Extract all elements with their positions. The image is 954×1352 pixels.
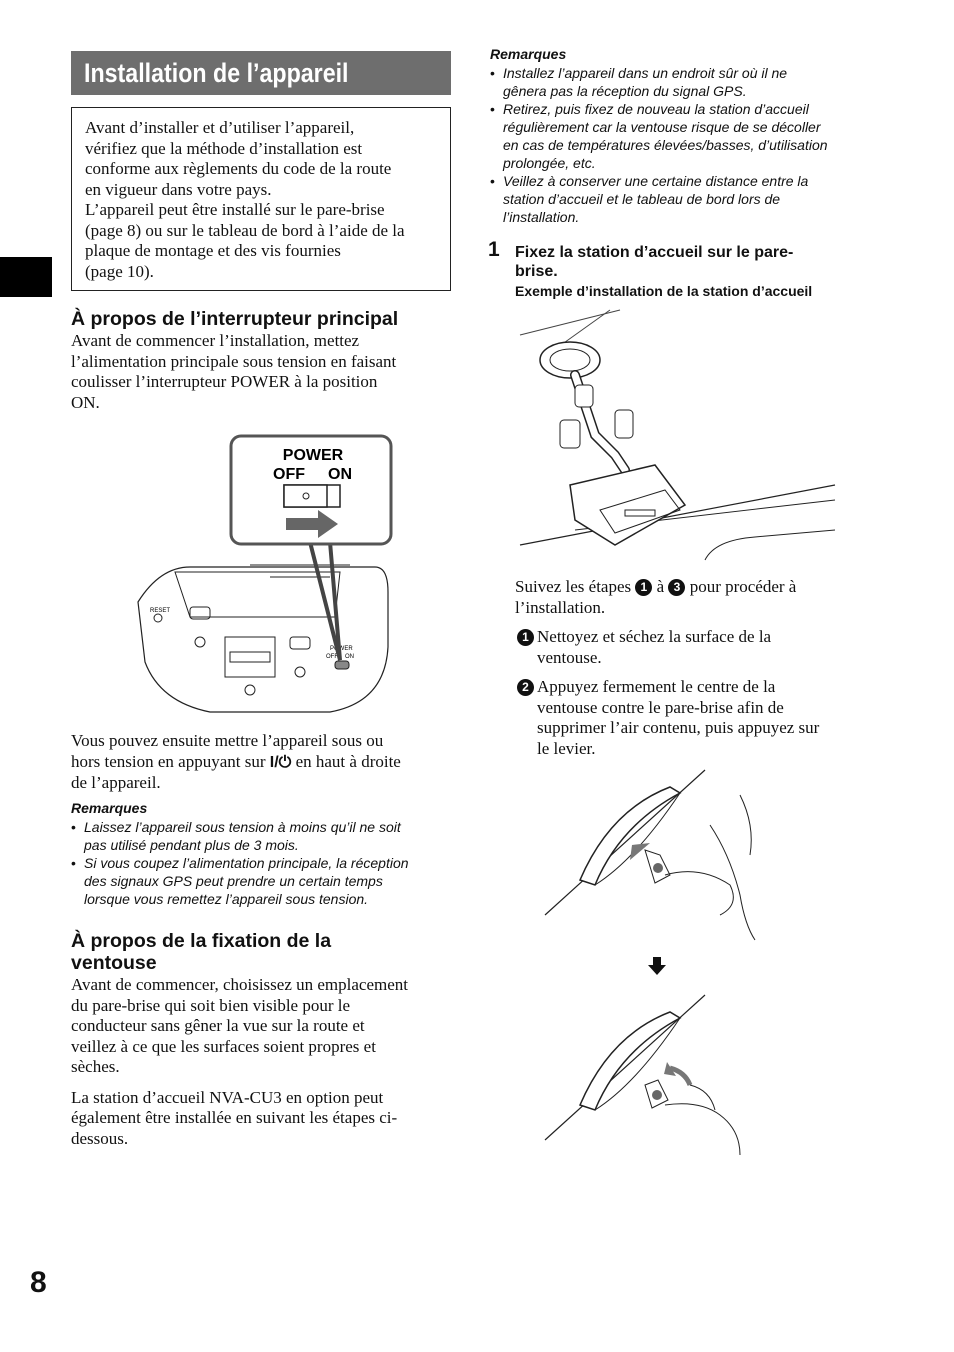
remark-line: gênera pas la réception du signal GPS. [503,83,747,99]
reset-label: RESET [150,608,171,614]
body-line: sèches. [71,1057,120,1076]
intro-line: vérifiez que la méthode d’installation est [85,138,363,158]
remark-item [490,100,885,172]
heading-line: À propos de la fixation de la [71,930,332,952]
power-symbol-icon: I/⏻ [269,753,292,771]
remark-line: • Laissez l’appareil sous tension à moins qu’il ne soit [84,819,401,835]
remarks-list [71,818,456,908]
body-text: à [656,577,665,596]
suction-heading [71,930,331,974]
substep-circle: 1 [517,629,534,646]
page-number: 8 [30,1266,47,1299]
step-circle-3: 3 [668,579,685,596]
step-number: 1 [488,238,500,261]
substep-circle: 2 [517,679,534,696]
follow-steps-text [515,577,905,618]
body-line: Appuyez fermement le centre de la [537,677,776,696]
remark-line: pas utilisé pendant plus de 3 mois. [84,837,299,853]
body-line: Vous pouvez ensuite mettre l’appareil sous ou [71,731,384,750]
remark-line: en cas de températures élevées/basses, d’utilisation [503,137,828,153]
body-text: hors tension en appuyant sur [71,751,266,771]
small-power-label: POWER [330,646,353,652]
suction-lever-illustration [540,990,780,1160]
body-text: en haut à droite [295,751,401,771]
body-line: veillez à ce que les surfaces soient propres et [71,1036,376,1056]
body-line [515,577,905,598]
main-switch-text [71,331,456,413]
power-toggle-text [71,731,456,794]
body-line: ventouse. [537,647,602,667]
step-subtitle: Exemple d’installation de la station d’accueil [515,283,813,299]
remark-line: station d’accueil et le tableau de bord lors de [503,191,781,207]
body-line: également être installée en suivant les étapes ci- [71,1108,398,1127]
intro-line: plaque de montage et des vis fournies [85,241,341,260]
heading-line: ventouse [71,952,157,974]
remark-line: • Installez l’appareil dans un endroit sûr où il ne [503,65,788,81]
body-line: dessous. [71,1128,129,1148]
step-title [515,243,793,281]
intro-line: en vigueur dans votre pays. [85,179,272,199]
remark-line: l’installation. [503,209,580,225]
section-tab-marker [0,257,52,297]
suction-text [71,975,456,1149]
power-switch-illustration [130,432,400,717]
body-line: coulisser l’interrupteur POWER à la position [71,372,378,391]
remark-line: des signaux GPS peut prendre un certain temps [84,873,383,889]
remark-line: prolongée, etc. [503,155,596,171]
intro-line: (page 8) ou sur le tableau de bord à l’aide de la [85,220,405,240]
body-line: le levier. [537,738,596,758]
remark-item [490,64,885,100]
remark-item [71,854,456,908]
power-label: POWER [282,447,344,464]
right-remarks-title: Remarques [490,46,567,62]
remarks-title: Remarques [71,800,148,816]
body-line: ON. [71,392,100,412]
body-text: Suivez les étapes [515,577,632,596]
docking-station-illustration [515,305,845,575]
substep-1 [515,627,905,668]
body-line: de l’appareil. [71,773,161,792]
intro-box [71,107,451,291]
body-line: La station d’accueil NVA-CU3 en option peut [71,1087,384,1107]
body-text: pour procéder à [689,577,797,596]
intro-line: L’appareil peut être installé sur le pare-brise [85,200,385,219]
small-on-label: ON [345,654,354,660]
page-title [71,51,451,95]
body-line: Avant de commencer, choisissez un emplacement [71,975,408,994]
remark-line: régulièrement car la ventouse risque de se décoller [503,119,821,135]
right-remarks-list [490,64,885,226]
step-title-line: Fixez la station d’accueil sur le pare- [515,244,794,261]
main-switch-heading: À propos de l’interrupteur principal [71,308,399,330]
substep-2 [515,677,905,759]
remark-item [490,172,885,226]
remark-line: lorsque vous remettez l’appareil sous tension. [84,891,369,907]
intro-line: Avant d’installer et d’utiliser l’appareil, [85,118,355,137]
suction-press-illustration [540,765,780,950]
step-title-line: brise. [515,263,558,280]
body-line: Nettoyez et séchez la surface de la [537,627,772,646]
body-line: conducteur sans gêner la vue sur la route et [71,1016,365,1035]
body-line: Avant de commencer l’installation, mettez [71,331,360,350]
page-title-text: Installation de l’appareil [84,58,349,88]
remark-line: • Retirez, puis fixez de nouveau la station d’accueil [503,101,809,117]
remark-line: • Si vous coupez l’alimentation principale, la réception [84,855,409,871]
on-label: ON [328,466,352,483]
arrow-down-icon [645,955,669,977]
body-line: du pare-brise qui soit bien visible pour le [71,995,351,1015]
intro-line: (page 10). [85,261,154,281]
body-line: l’installation. [515,597,606,617]
small-off-label: OFF [326,654,338,660]
intro-line: conforme aux règlements du code de la route [85,159,392,178]
body-line: supprimer l’air contenu, puis appuyez sur [537,718,820,737]
step-circle-1: 1 [635,579,652,596]
body-line: ventouse contre le pare-brise afin de [537,697,784,717]
body-line [71,752,456,774]
off-label: OFF [273,466,305,483]
remark-line: • Veillez à conserver une certaine distance entre la [503,173,809,189]
body-line: l’alimentation principale sous tension en faisant [71,351,397,371]
remark-item [71,818,456,854]
